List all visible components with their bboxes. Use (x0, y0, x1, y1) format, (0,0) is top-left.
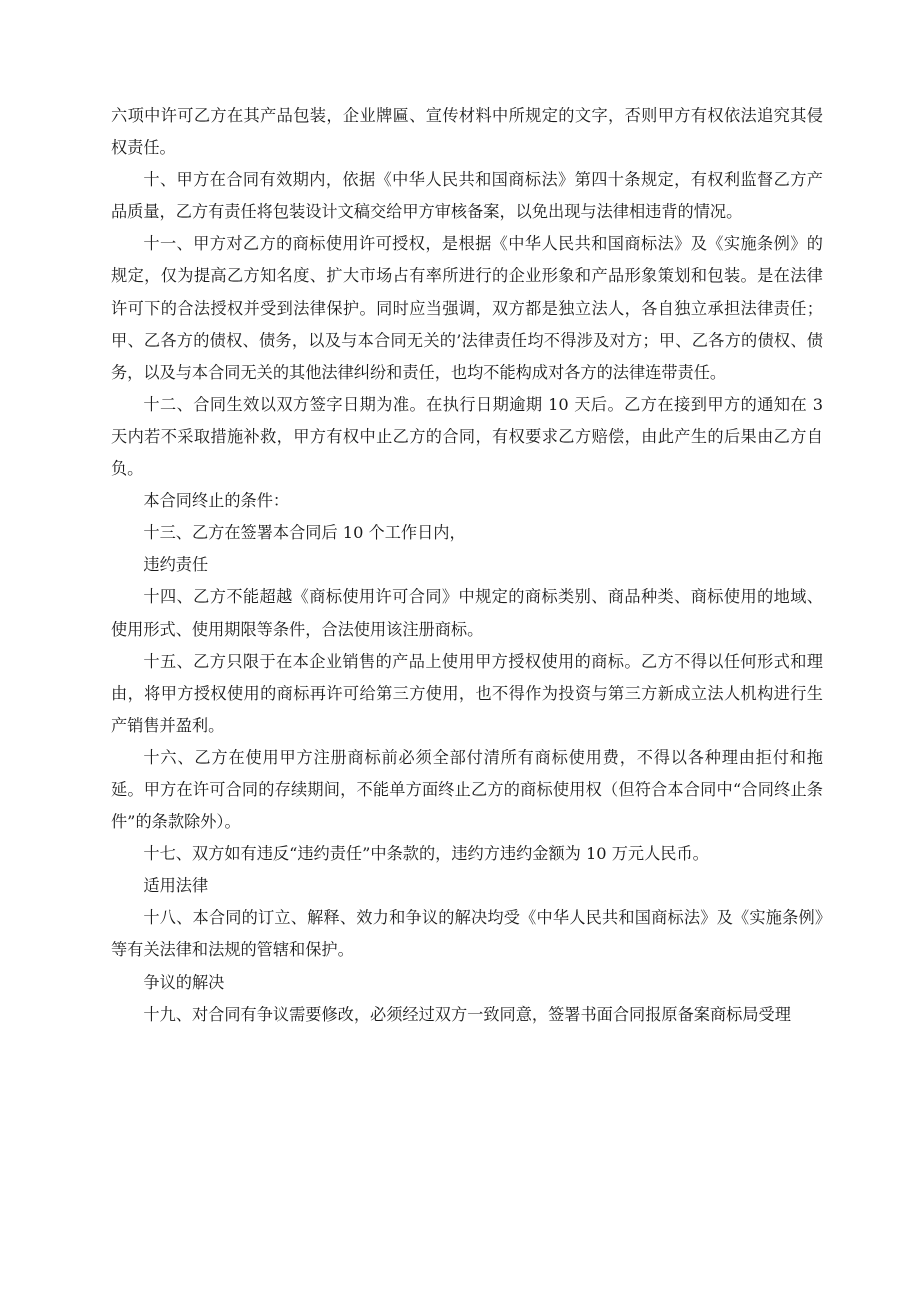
section-heading-dispute: 争议的解决 (143, 972, 225, 992)
section-heading-breach: 违约责任 (143, 555, 209, 575)
section-heading-applicable-law: 适用法律 (143, 876, 209, 896)
section-heading-termination: 本合同终止的条件： (143, 491, 290, 511)
document-page (111, 100, 823, 1031)
clause-18: 十八、本合同的订立、解释、效力和争议的解决均受《中华人民共和国商标法》及《实施条例》等有关法律和法规的管辖和保护。 (111, 908, 823, 960)
paragraph-continued: 六项中许可乙方在其产品包装，企业牌匾、宣传材料中所规定的文字，否则甲方有权依法追究其侵权责任。 (111, 106, 823, 158)
clause-14: 十四、乙方不能超越《商标使用许可合同》中规定的商标类别、商品种类、商标使用的地域、使用形式、使用期限等条件，合法使用该注册商标。 (111, 587, 823, 639)
clause-10: 十、甲方在合同有效期内，依据《中华人民共和国商标法》第四十条规定，有权利监督乙方产品质量，乙方有责任将包装设计文稿交给甲方审核备案，以免出现与法律相违背的情况。 (111, 170, 823, 222)
clause-11: 十一、甲方对乙方的商标使用许可授权，是根据《中华人民共和国商标法》及《实施条例》的规定，仅为提高乙方知名度、扩大市场占有率所进行的企业形象和产品形象策划和包装。是在法律许可下的合法授权并受到法律保护。同时应当强调，双方都是独立法人，各自独立承担法律责任；甲、乙各方的债权、债务，以及与本合同无关的’法律责任均不得涉及对方；甲、乙各方的债权、债务，以及与本合同无关的其他法律纠纷和责任，也均不能构成对各方的法律连带责任。 (111, 234, 823, 382)
clause-12: 十二、合同生效以双方签字日期为准。在执行日期逾期 10 天后。乙方在接到甲方的通知在 3 天内若不采取措施补救，甲方有权中止乙方的合同，有权要求乙方赔偿，由此产生的后果由乙方自负。 (111, 394, 823, 479)
clause-15: 十五、乙方只限于在本企业销售的产品上使用甲方授权使用的商标。乙方不得以任何形式和理由，将甲方授权使用的商标再许可给第三方使用，也不得作为投资与第三方新成立法人机构进行生产销售并盈利。 (111, 651, 823, 735)
clause-19: 十九、对合同有争议需要修改，必须经过双方一致同意，签署书面合同报原备案商标局受理 (143, 1004, 791, 1024)
clause-16: 十六、乙方在使用甲方注册商标前必须全部付清所有商标使用费，不得以各种理由拒付和拖延。甲方在许可合同的存续期间，不能单方面终止乙方的商标使用权（但符合本合同中“合同终止条件”的条款除外）。 (111, 747, 823, 832)
clause-17: 十七、双方如有违反“违约责任”中条款的，违约方违约金额为 10 万元人民币。 (143, 844, 709, 864)
clause-13: 十三、乙方在签署本合同后 10 个工作日内， (143, 523, 466, 543)
